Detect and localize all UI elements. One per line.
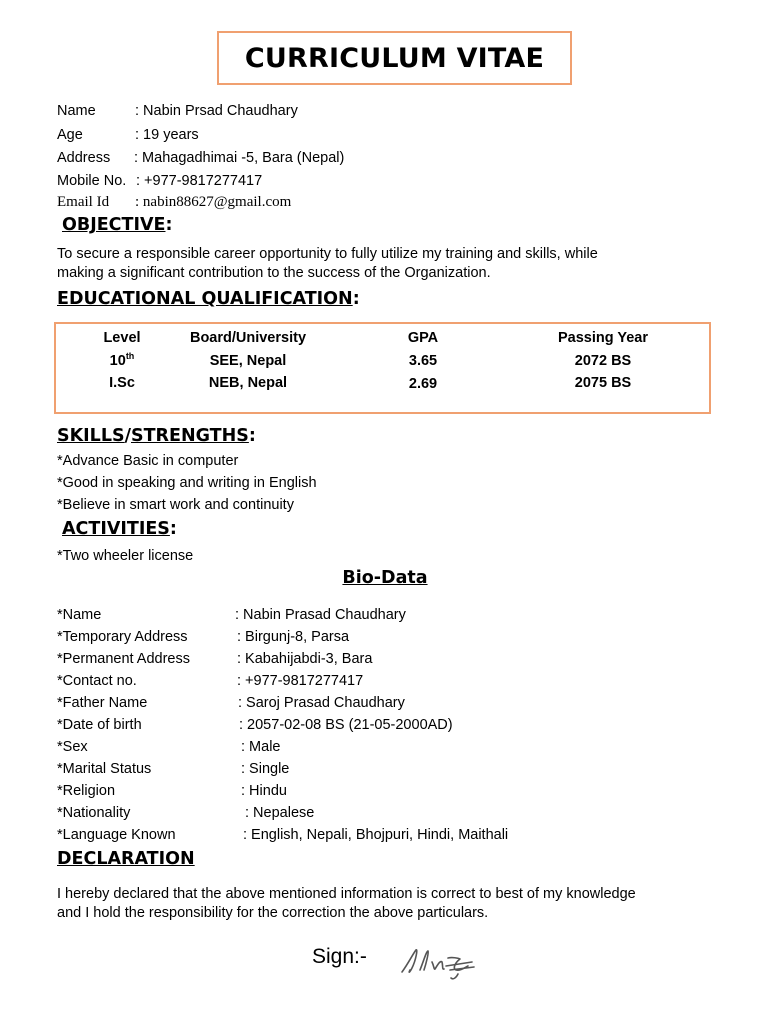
personal-label-age: Age	[57, 127, 83, 143]
biodata-value-sex: : Male	[241, 739, 281, 755]
objective-line-2: making a significant contribution to the success of the Organization.	[57, 265, 491, 281]
edu-row-2-year: 2075 BS	[574, 375, 632, 391]
edu-row-1-board: SEE, Nepal	[209, 353, 287, 369]
objective-heading: OBJECTIVE:	[62, 215, 173, 235]
edu-header-level: Level	[103, 330, 141, 346]
personal-value-mobile: : +977-9817277417	[136, 173, 263, 189]
biodata-label-marital: *Marital Status	[57, 761, 152, 777]
personal-value-email: : nabin88627@gmail.com	[135, 194, 292, 210]
biodata-label-temp-address: *Temporary Address	[57, 629, 188, 645]
biodata-label-contact: *Contact no.	[57, 673, 137, 689]
biodata-label-dob: *Date of birth	[57, 717, 142, 733]
biodata-heading: Bio-Data	[342, 568, 428, 588]
biodata-value-religion: : Hindu	[241, 783, 287, 799]
biodata-value-dob: : 2057-02-08 BS (21-05-2000AD)	[239, 717, 453, 733]
activity-item: *Two wheeler license	[57, 548, 194, 564]
personal-label-mobile: Mobile No.	[57, 173, 127, 189]
sign-label: Sign:-	[312, 945, 367, 968]
edu-row-1-year: 2072 BS	[574, 353, 632, 369]
biodata-value-temp-address: : Birgunj-8, Parsa	[237, 629, 350, 645]
declaration-line-2: and I hold the responsibility for the correction the above particulars.	[57, 905, 489, 921]
biodata-label-nationality: *Nationality	[57, 805, 131, 821]
activities-heading: ACTIVITIES:	[62, 519, 177, 539]
edu-header-year: Passing Year	[557, 330, 649, 346]
biodata-label-religion: *Religion	[57, 783, 116, 799]
personal-label-email: Email Id	[57, 194, 110, 210]
signature-image	[398, 940, 488, 984]
biodata-label-language: *Language Known	[57, 827, 176, 843]
biodata-value-marital: : Single	[241, 761, 290, 777]
edu-row-1-gpa: 3.65	[408, 353, 438, 369]
edu-header-gpa: GPA	[407, 330, 439, 346]
page-title: CURRICULUM VITAE	[244, 42, 545, 74]
declaration-line-1: I hereby declared that the above mentioned information is correct to best of my knowledge	[57, 886, 636, 902]
biodata-label-father: *Father Name	[57, 695, 148, 711]
biodata-value-father: : Saroj Prasad Chaudhary	[238, 695, 405, 711]
edu-row-2-board: NEB, Nepal	[208, 375, 288, 391]
skill-item: *Good in speaking and writing in English	[57, 475, 317, 491]
edu-row-2-level: I.Sc	[109, 375, 135, 391]
declaration-text	[57, 885, 747, 923]
edu-header-board: Board/University	[189, 330, 307, 346]
edu-row-2-gpa: 2.69	[408, 376, 438, 392]
biodata-label-perm-address: *Permanent Address	[57, 651, 190, 667]
title-box	[217, 31, 572, 85]
biodata-value-nationality: : Nepalese	[245, 805, 315, 821]
objective-text	[57, 245, 747, 283]
personal-value-name: : Nabin Prsad Chaudhary	[135, 103, 298, 119]
biodata-value-name: : Nabin Prasad Chaudhary	[235, 607, 406, 623]
biodata-label-name: *Name	[57, 607, 102, 623]
biodata-value-language: : English, Nepali, Bhojpuri, Hindi, Maithali	[243, 827, 509, 843]
education-heading: EDUCATIONAL QUALIFICATION:	[57, 289, 360, 309]
biodata-value-contact: : +977-9817277417	[237, 673, 364, 689]
personal-value-age: : 19 years	[135, 127, 199, 143]
edu-row-1-level: 10th	[109, 351, 135, 369]
biodata-label-sex: *Sex	[57, 739, 88, 755]
personal-value-address: : Mahagadhimai -5, Bara (Nepal)	[134, 150, 345, 166]
biodata-value-perm-address: : Kabahijabdi-3, Bara	[237, 651, 373, 667]
skill-item: *Advance Basic in computer	[57, 453, 239, 469]
skill-item: *Believe in smart work and continuity	[57, 497, 294, 513]
personal-label-name: Name	[57, 103, 96, 119]
personal-label-address: Address	[57, 150, 111, 166]
declaration-heading: DECLARATION	[57, 849, 195, 869]
objective-line-1: To secure a responsible career opportunity to fully utilize my training and skills, while	[57, 246, 598, 262]
skills-heading: SKILLS/STRENGTHS:	[57, 426, 256, 446]
